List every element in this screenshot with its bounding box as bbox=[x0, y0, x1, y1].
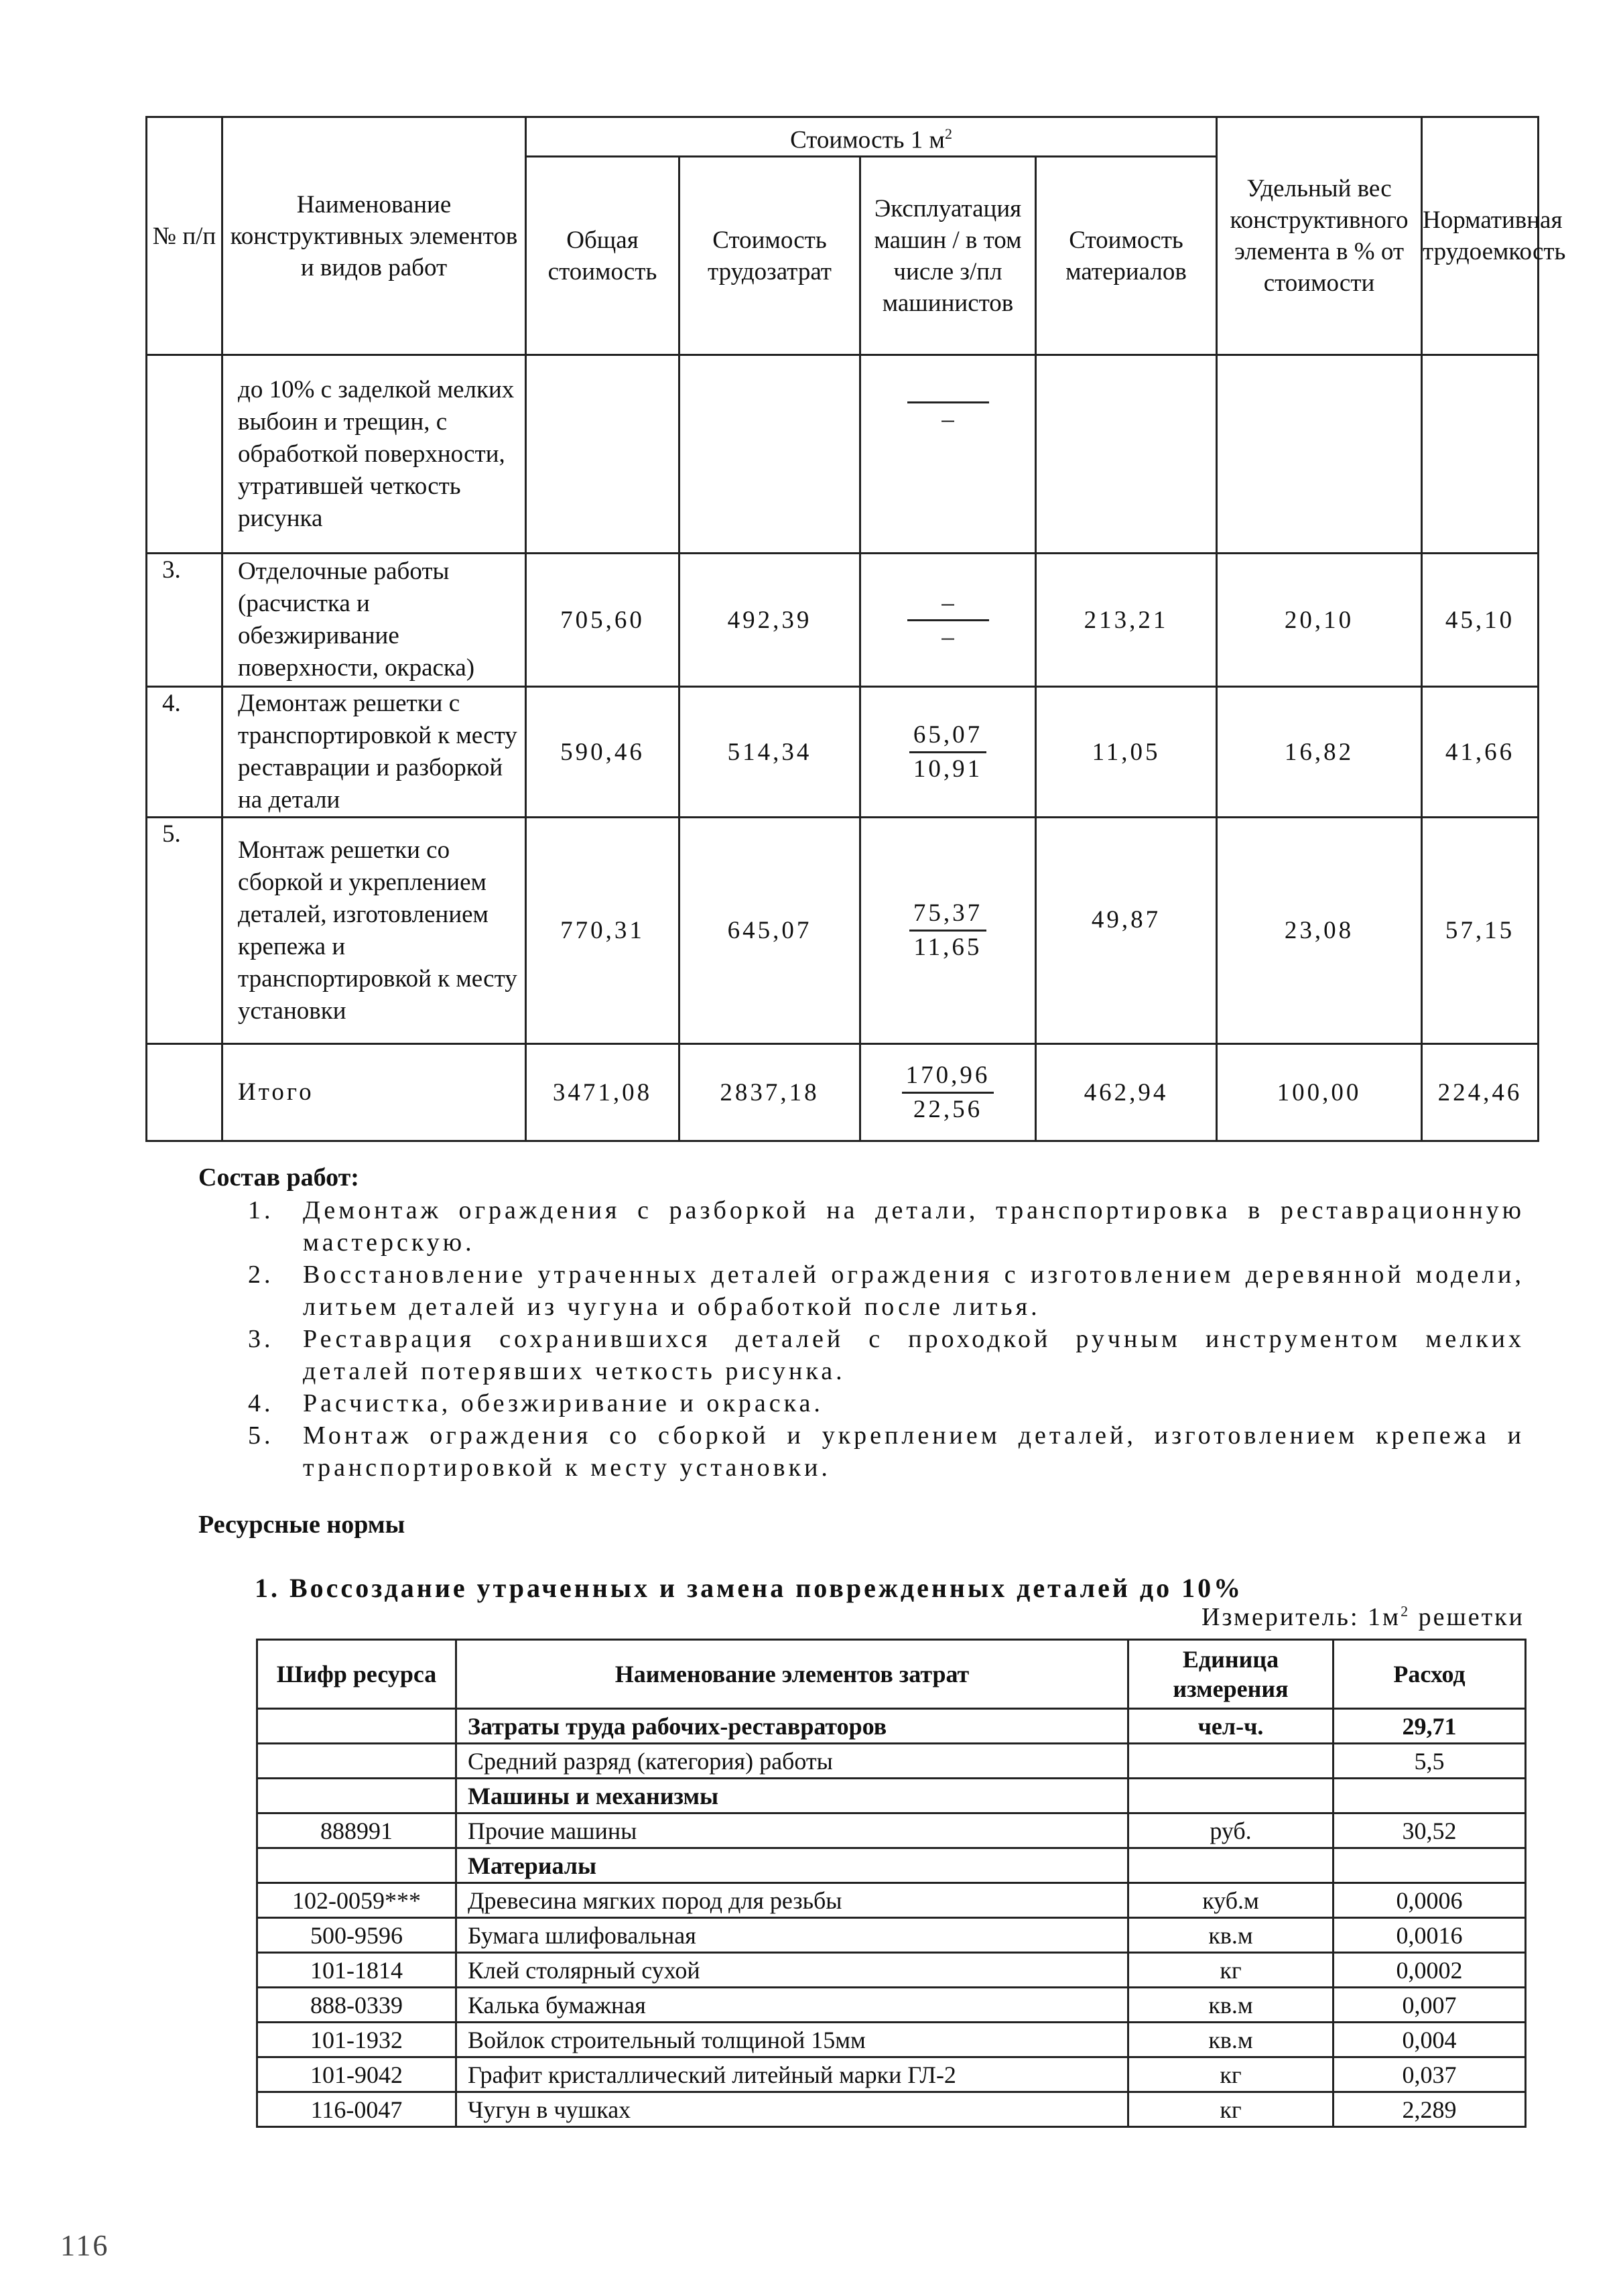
resource-name: Прочие машины bbox=[456, 1813, 1128, 1848]
machines-top bbox=[907, 369, 989, 403]
composition-item bbox=[248, 1323, 1524, 1387]
page-number: 116 bbox=[60, 2229, 110, 2262]
item-text: Монтаж ограждения со сборкой и укреплением деталей, изготовлением крепежа и транспортировкой к месту установки. bbox=[303, 1421, 1524, 1482]
header-total: Общая стоимость bbox=[526, 157, 679, 355]
resource-qty: 29,71 bbox=[1334, 1709, 1526, 1744]
resource-row bbox=[257, 1848, 1526, 1883]
resource-code: 500-9596 bbox=[257, 1918, 456, 1953]
resource-name: Чугун в чушках bbox=[456, 2092, 1128, 2127]
resource-unit: кг bbox=[1128, 2092, 1334, 2127]
meter-label bbox=[1132, 1602, 1524, 1632]
header-norm: Нормативная трудоемкость bbox=[1422, 117, 1539, 355]
resource-name: Клей столярный сухой bbox=[456, 1953, 1128, 1988]
header-unit: Единица измерения bbox=[1128, 1640, 1334, 1709]
composition-item bbox=[248, 1419, 1524, 1484]
row-norm bbox=[1422, 355, 1539, 554]
resource-row bbox=[257, 2057, 1526, 2092]
machines-bottom: 10,91 bbox=[913, 755, 983, 783]
header-qty: Расход bbox=[1334, 1640, 1526, 1709]
resource-code: 888-0339 bbox=[257, 1988, 456, 2023]
row-machines bbox=[860, 687, 1036, 818]
cost-row bbox=[147, 818, 1539, 1044]
resource-qty: 0,0002 bbox=[1334, 1953, 1526, 1988]
resource-name: Бумага шлифовальная bbox=[456, 1918, 1128, 1953]
machines-top: 75,37 bbox=[909, 897, 986, 932]
cost-table bbox=[145, 116, 1566, 1142]
header-cost-group-text: Стоимость 1 м bbox=[790, 126, 945, 154]
row-labor: 2837,18 bbox=[679, 1044, 860, 1141]
row-labor: 645,07 bbox=[679, 818, 860, 1044]
row-total: 3471,08 bbox=[526, 1044, 679, 1141]
section-title: 1. Воссоздание утраченных и замена поврежденных деталей до 10% bbox=[255, 1573, 1244, 1603]
meter-sup: 2 bbox=[1401, 1602, 1411, 1620]
row-no bbox=[147, 1044, 222, 1141]
header-cost-group-sup: 2 bbox=[944, 125, 952, 142]
item-number: 5. bbox=[248, 1421, 274, 1450]
row-labor: 492,39 bbox=[679, 554, 860, 687]
row-total: 770,31 bbox=[526, 818, 679, 1044]
row-no: 3. bbox=[147, 554, 222, 687]
header-element-name: Наименование конструктивных элементов и видов работ bbox=[222, 117, 526, 355]
resource-unit: чел-ч. bbox=[1128, 1709, 1334, 1744]
resource-name: Затраты труда рабочих-реставраторов bbox=[456, 1709, 1128, 1744]
resource-code: 101-1814 bbox=[257, 1953, 456, 1988]
row-machines bbox=[860, 554, 1036, 687]
resource-qty: 0,0006 bbox=[1334, 1883, 1526, 1918]
resource-qty: 0,037 bbox=[1334, 2057, 1526, 2092]
resource-qty: 30,52 bbox=[1334, 1813, 1526, 1848]
row-machines bbox=[860, 818, 1036, 1044]
machines-top: 170,96 bbox=[902, 1060, 994, 1094]
machines-top: 65,07 bbox=[909, 719, 986, 753]
row-share: 23,08 bbox=[1217, 818, 1422, 1044]
row-labor: 514,34 bbox=[679, 687, 860, 818]
resource-qty bbox=[1334, 1848, 1526, 1883]
row-materials: 213,21 bbox=[1036, 554, 1217, 687]
resource-row bbox=[257, 1709, 1526, 1744]
header-no: № п/п bbox=[147, 117, 222, 355]
resource-row bbox=[257, 1883, 1526, 1918]
resource-unit bbox=[1128, 1848, 1334, 1883]
row-materials: 462,94 bbox=[1036, 1044, 1217, 1141]
resource-name: Войлок строительный толщиной 15мм bbox=[456, 2023, 1128, 2057]
resource-code: 101-1932 bbox=[257, 2023, 456, 2057]
header-name: Наименование элементов затрат bbox=[456, 1640, 1128, 1709]
row-name: до 10% с заделкой мелких выбоин и трещин, с обработкой поверхности, утратившей четкость рисунка bbox=[222, 355, 526, 554]
resource-code: 888991 bbox=[257, 1813, 456, 1848]
resource-qty: 2,289 bbox=[1334, 2092, 1526, 2127]
header-cost-group bbox=[526, 117, 1217, 157]
row-no: 5. bbox=[147, 818, 222, 1044]
row-share: 20,10 bbox=[1217, 554, 1422, 687]
resource-table bbox=[256, 1639, 1527, 2128]
norms-heading: Ресурсные нормы bbox=[198, 1511, 405, 1539]
resource-row bbox=[257, 1918, 1526, 1953]
resource-row bbox=[257, 1779, 1526, 1813]
resource-code: 102-0059*** bbox=[257, 1883, 456, 1918]
item-text: Реставрация сохранившихся деталей с проходкой ручным инструментом мелких деталей потерявших четкость рисунка. bbox=[303, 1325, 1524, 1385]
resource-qty: 5,5 bbox=[1334, 1744, 1526, 1779]
composition-heading: Состав работ: bbox=[198, 1163, 359, 1192]
cost-total-row bbox=[147, 1044, 1539, 1141]
item-number: 4. bbox=[248, 1389, 274, 1417]
resource-code bbox=[257, 1848, 456, 1883]
row-share bbox=[1217, 355, 1422, 554]
machines-bottom: 22,56 bbox=[913, 1095, 983, 1123]
resource-unit: руб. bbox=[1128, 1813, 1334, 1848]
resource-qty: 0,007 bbox=[1334, 1988, 1526, 2023]
resource-code: 116-0047 bbox=[257, 2092, 456, 2127]
resource-unit: кв.м bbox=[1128, 1988, 1334, 2023]
resource-unit: кв.м bbox=[1128, 2023, 1334, 2057]
header-labor: Стоимость трудозатрат bbox=[679, 157, 860, 355]
item-text: Восстановление утраченных деталей ограждения с изготовлением деревянной модели, литьем деталей из чугуна и обработкой после литья. bbox=[303, 1261, 1524, 1321]
resource-row bbox=[257, 1744, 1526, 1779]
row-total bbox=[526, 355, 679, 554]
resource-qty bbox=[1334, 1779, 1526, 1813]
resource-code bbox=[257, 1709, 456, 1744]
cost-row bbox=[147, 687, 1539, 818]
row-norm: 41,66 bbox=[1422, 687, 1539, 818]
row-total: 705,60 bbox=[526, 554, 679, 687]
header-machines: Эксплуатация машин / в том числе з/пл машинистов bbox=[860, 157, 1036, 355]
resource-unit bbox=[1128, 1779, 1334, 1813]
resource-unit: куб.м bbox=[1128, 1883, 1334, 1918]
row-norm: 57,15 bbox=[1422, 818, 1539, 1044]
cost-row bbox=[147, 554, 1539, 687]
meter-suffix: решетки bbox=[1410, 1603, 1524, 1631]
resource-qty: 0,004 bbox=[1334, 2023, 1526, 2057]
machines-bottom: 11,65 bbox=[913, 934, 982, 962]
row-machines bbox=[860, 355, 1036, 554]
row-total: 590,46 bbox=[526, 687, 679, 818]
resource-unit: кг bbox=[1128, 1953, 1334, 1988]
composition-list bbox=[248, 1194, 1524, 1484]
meter-prefix: Измеритель: 1м bbox=[1202, 1603, 1401, 1631]
row-name: Монтаж решетки со сборкой и укреплением деталей, изготовлением крепежа и транспортировкой к месту установки bbox=[222, 818, 526, 1044]
resource-row bbox=[257, 1953, 1526, 1988]
composition-item bbox=[248, 1387, 1524, 1419]
row-share: 16,82 bbox=[1217, 687, 1422, 818]
resource-name: Материалы bbox=[456, 1848, 1128, 1883]
header-code: Шифр ресурса bbox=[257, 1640, 456, 1709]
item-text: Расчистка, обезжиривание и окраска. bbox=[303, 1389, 824, 1417]
row-materials: 11,05 bbox=[1036, 687, 1217, 818]
row-name: Отделочные работы (расчистка и обезжиривание поверхности, окраска) bbox=[222, 554, 526, 687]
machines-top: – bbox=[907, 587, 989, 621]
resource-qty: 0,0016 bbox=[1334, 1918, 1526, 1953]
resource-code bbox=[257, 1779, 456, 1813]
composition-item bbox=[248, 1259, 1524, 1323]
machines-bottom: – bbox=[942, 623, 954, 651]
row-norm: 45,10 bbox=[1422, 554, 1539, 687]
cost-row bbox=[147, 355, 1539, 554]
resource-unit bbox=[1128, 1744, 1334, 1779]
row-name: Демонтаж решетки с транспортировкой к месту реставрации и разборкой на детали bbox=[222, 687, 526, 818]
composition-item bbox=[248, 1194, 1524, 1259]
row-name: Итого bbox=[222, 1044, 526, 1141]
resource-unit: кг bbox=[1128, 2057, 1334, 2092]
resource-name: Древесина мягких пород для резьбы bbox=[456, 1883, 1128, 1918]
item-text: Демонтаж ограждения с разборкой на детали, транспортировка в реставрационную мастерскую. bbox=[303, 1196, 1524, 1257]
row-no: 4. bbox=[147, 687, 222, 818]
resource-name: Средний разряд (категория) работы bbox=[456, 1744, 1128, 1779]
row-share: 100,00 bbox=[1217, 1044, 1422, 1141]
resource-unit: кв.м bbox=[1128, 1918, 1334, 1953]
header-materials: Стоимость материалов bbox=[1036, 157, 1217, 355]
resource-name: Машины и механизмы bbox=[456, 1779, 1128, 1813]
item-number: 2. bbox=[248, 1261, 274, 1289]
item-number: 3. bbox=[248, 1325, 274, 1353]
resource-name: Калька бумажная bbox=[456, 1988, 1128, 2023]
row-no bbox=[147, 355, 222, 554]
resource-row bbox=[257, 1988, 1526, 2023]
machines-bottom: – bbox=[942, 405, 954, 434]
row-machines bbox=[860, 1044, 1036, 1141]
resource-code bbox=[257, 1744, 456, 1779]
row-labor bbox=[679, 355, 860, 554]
resource-name: Графит кристаллический литейный марки ГЛ-2 bbox=[456, 2057, 1128, 2092]
resource-row bbox=[257, 2023, 1526, 2057]
row-norm: 224,46 bbox=[1422, 1044, 1539, 1141]
resource-row bbox=[257, 1813, 1526, 1848]
header-share: Удельный вес конструктивного элемента в % от стоимости bbox=[1217, 117, 1422, 355]
row-materials: 49,87 bbox=[1036, 818, 1217, 1044]
item-number: 1. bbox=[248, 1196, 274, 1224]
resource-code: 101-9042 bbox=[257, 2057, 456, 2092]
row-materials bbox=[1036, 355, 1217, 554]
resource-row bbox=[257, 2092, 1526, 2127]
